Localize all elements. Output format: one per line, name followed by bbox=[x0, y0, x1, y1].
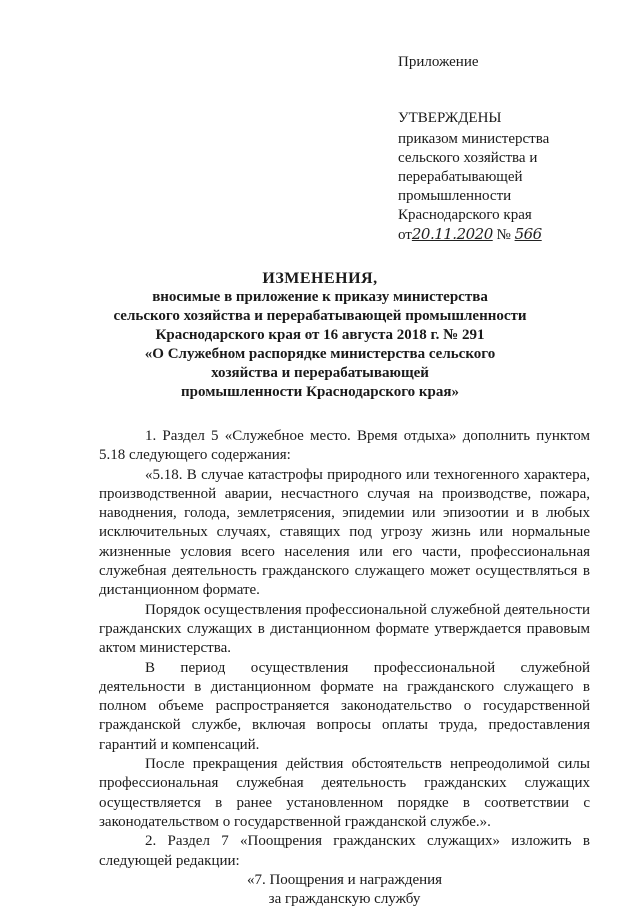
order-date-number bbox=[398, 225, 598, 245]
approval-block bbox=[398, 109, 598, 245]
heading-line: «О Служебном распорядке министерства сельского bbox=[144, 346, 496, 362]
paragraph-item-1: 1. Раздел 5 «Служебное место. Время отдыха» дополнить пунктом 5.18 следующего содержания: bbox=[99, 428, 590, 464]
approved-line: сельского хозяйства и bbox=[398, 150, 538, 166]
heading-line: промышленности Краснодарского края» bbox=[181, 384, 459, 400]
paragraph-legislation: В период осуществления профессиональной служебной деятельности в дистанционном формате на гражданского служащего в полном объеме распространяется законодательство о государственной гражданской службе, включая вопросы оплаты труда, предоставления гарантий и компенсаций. bbox=[99, 659, 590, 753]
section-title-line-2: за гражданскую службу bbox=[268, 891, 421, 908]
approved-line: промышленности bbox=[398, 188, 512, 204]
heading-title: ИЗМЕНЕНИЯ, bbox=[262, 270, 378, 287]
approved-line: приказом министерства bbox=[398, 131, 550, 147]
number-prefix: № bbox=[496, 227, 511, 243]
from-prefix: от bbox=[398, 227, 412, 243]
paragraph-5-18: «5.18. В случае катастрофы природного или техногенного характера, производственной аварии, несчастного случая на производстве, пожара, наводнения, голода, землетрясения, эпидемии или эпизоотии и в любых исключительных случаях, ставящих под угрозу жизнь или нормальные жизненные условия всего населения или его части, профессиональная служебная деятельность гражданского служащего может осуществляться в дистанционном формате. bbox=[99, 466, 590, 599]
annex-label: Приложение bbox=[398, 54, 479, 70]
paragraph-after-force-majeure: После прекращения действия обстоятельств непреодолимой силы профессиональная служебная деятельность гражданских служащих осуществляется в ранее установленном порядке в соответствии с законодательством о государственной гражданской службе.». bbox=[99, 756, 590, 830]
paragraph-item-2: 2. Раздел 7 «Поощрения гражданских служащих» изложить в следующей редакции: bbox=[99, 833, 590, 869]
section-title-line-1: «7. Поощрения и награждения bbox=[246, 871, 443, 888]
document-body bbox=[99, 427, 590, 909]
approved-line: Краснодарского края bbox=[398, 207, 532, 223]
document-heading bbox=[100, 269, 540, 402]
handwritten-date: 20.11.2020 bbox=[411, 225, 493, 243]
approved-line: перерабатывающей bbox=[398, 169, 523, 185]
heading-line: вносимые в приложение к приказу министерства bbox=[152, 289, 488, 305]
approved-title: УТВЕРЖДЕНЫ bbox=[398, 110, 502, 126]
heading-line: хозяйства и перерабатывающей bbox=[211, 365, 429, 381]
heading-line: Краснодарского края от 16 августа 2018 г. № 291 bbox=[155, 327, 485, 343]
heading-line: сельского хозяйства и перерабатывающей промышленности bbox=[113, 308, 527, 324]
paragraph-procedure: Порядок осуществления профессиональной служебной деятельности гражданских служащих в дистанционном формате утверждается правовым актом министерства. bbox=[99, 601, 590, 657]
handwritten-number: 566 bbox=[514, 225, 542, 243]
